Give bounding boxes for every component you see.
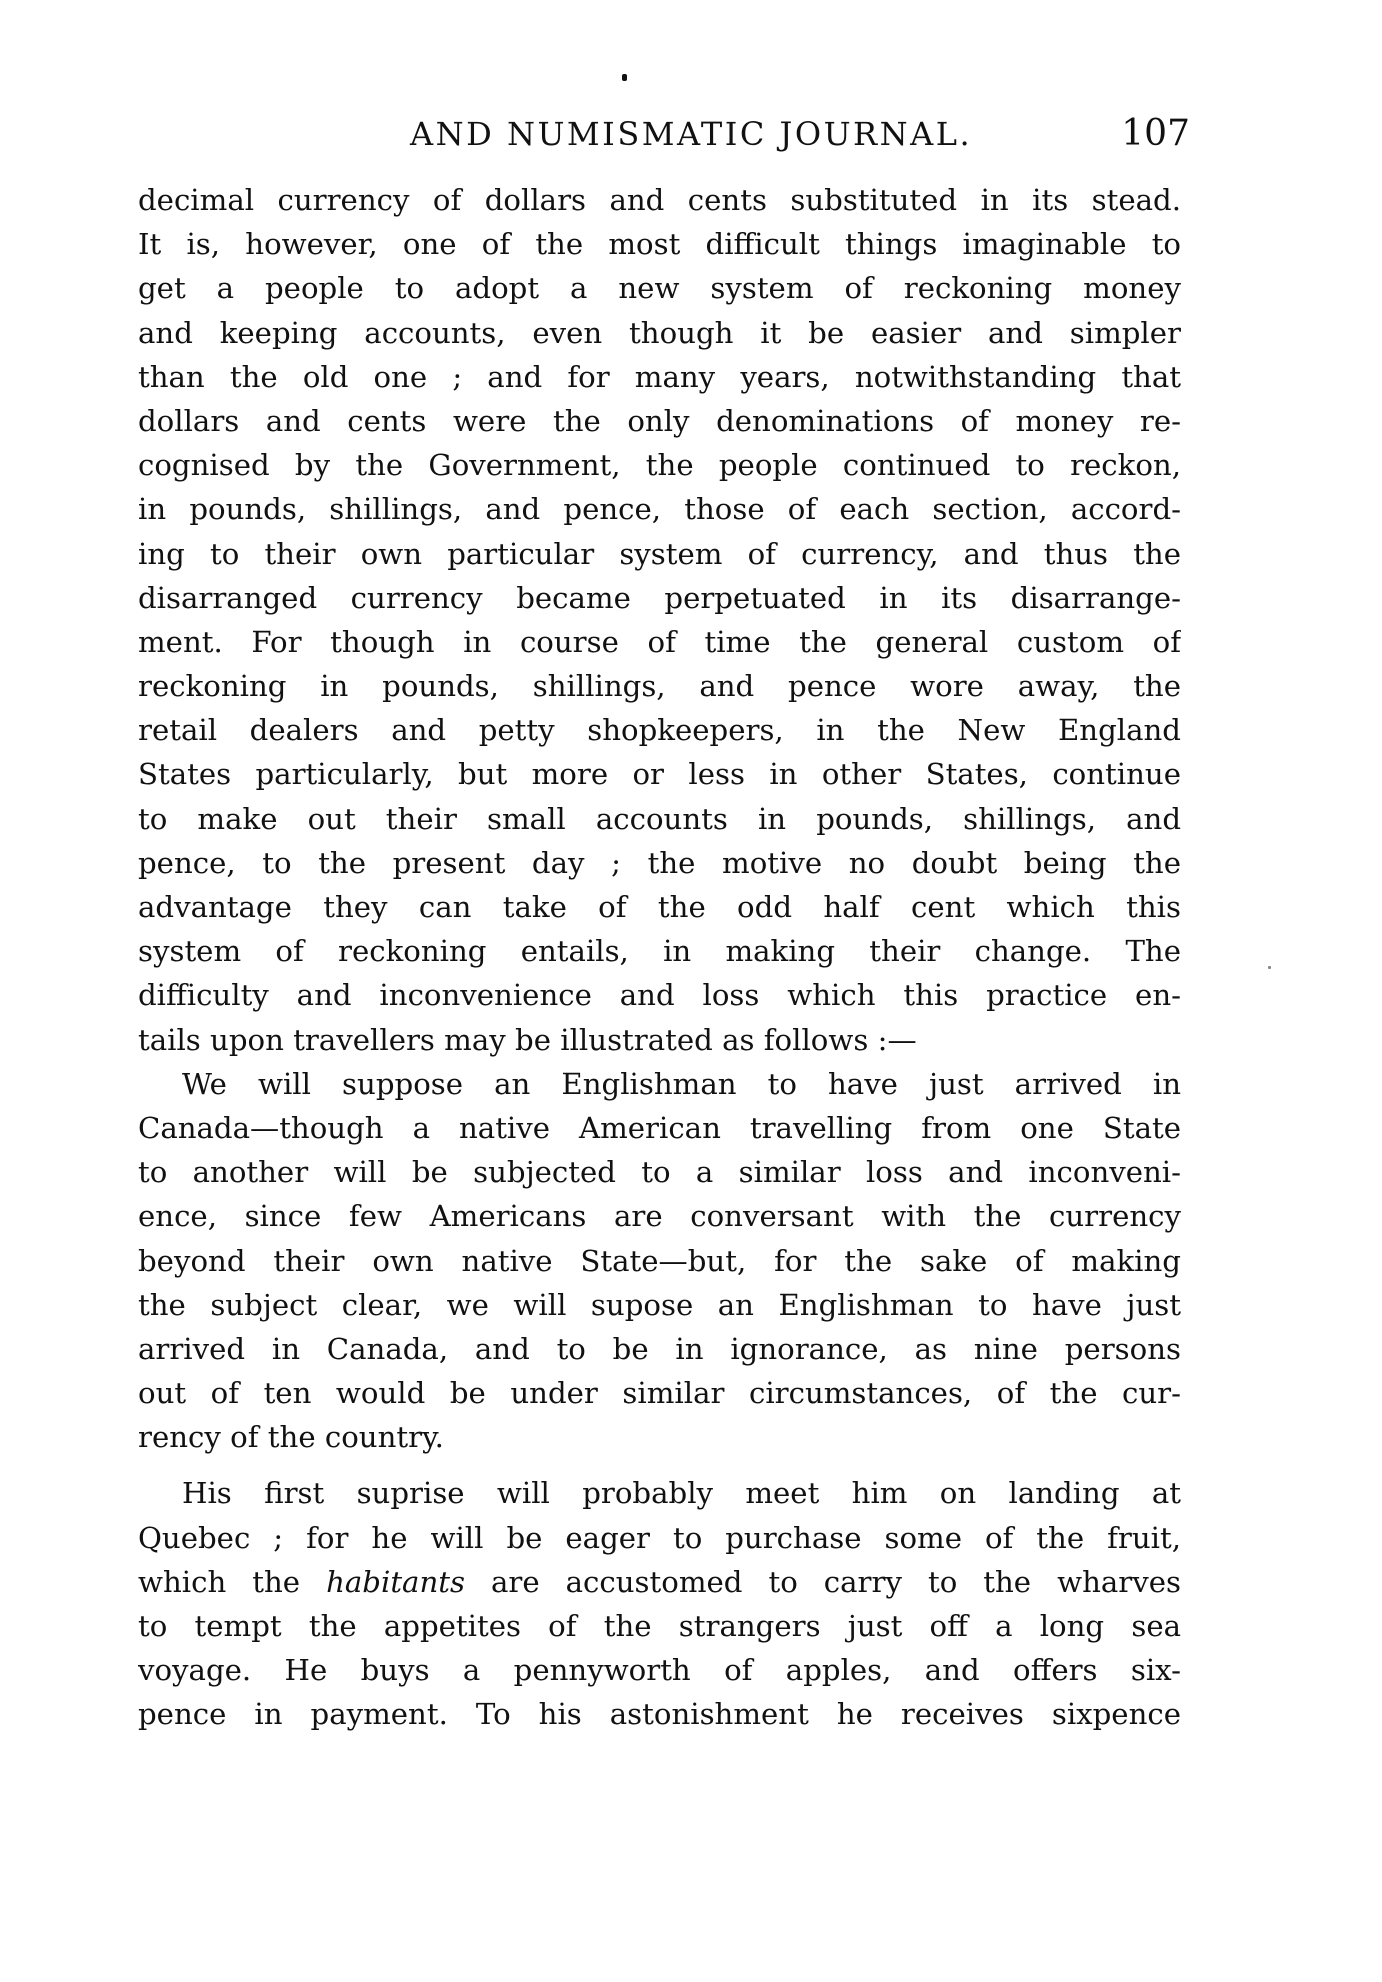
text-line: voyage. He buys a pennyworth of apples, and offers six- (138, 1653, 1181, 1688)
text-line: to another will be subjected to a similar loss and inconveni- (138, 1155, 1181, 1190)
text-line: His first suprise will probably meet him on landing at (182, 1476, 1181, 1511)
print-speck (622, 74, 627, 81)
text-line: advantage they can take of the odd half cent which this (138, 890, 1181, 924)
text-line: dollars and cents were the only denominations of money re- (138, 403, 1181, 438)
text-line: rency of the country. (138, 1420, 444, 1455)
stray-print-mark (1268, 966, 1271, 969)
page-header (410, 110, 1200, 160)
running-title: AND NUMISMATIC JOURNAL. (410, 115, 973, 153)
text-line: We will suppose an Englishman to have just arrived in (182, 1066, 1181, 1101)
text-line: Canada—though a native American travelling from one State (138, 1110, 1181, 1145)
paragraph-2 (138, 1062, 1181, 1460)
text-line: out of ten would be under similar circumstances, of the cur- (138, 1376, 1181, 1411)
text-line: pence in payment. To his astonishment he receives sixpence (138, 1697, 1181, 1732)
text-line: tails upon travellers may be illustrated as follows :— (138, 1022, 917, 1057)
text-line: ment. For though in course of time the general custom of (138, 624, 1181, 659)
text-line: Quebec ; for he will be eager to purchase some of the fruit, (138, 1520, 1181, 1555)
body-text (138, 178, 1181, 1737)
text-line: disarranged currency became perpetuated in its disarrange- (138, 580, 1181, 615)
text-line: arrived in Canada, and to be in ignorance, as nine persons (138, 1331, 1181, 1366)
text-line: ing to their own particular system of currency, and thus the (138, 536, 1181, 571)
paragraph-3 (138, 1471, 1181, 1736)
text-line: cognised by the Government, the people continued to reckon, (138, 448, 1181, 483)
text-line: difficulty and inconvenience and loss which this practice en- (138, 978, 1181, 1013)
italic-term: habitants (326, 1564, 465, 1599)
text-line: pence, to the present day ; the motive no doubt being the (138, 845, 1181, 880)
text-line: to make out their small accounts in pounds, shillings, and (138, 801, 1181, 836)
text-line: It is, however, one of the most difficult things imaginable to (138, 227, 1181, 262)
text-line: States particularly, but more or less in other States, continue (138, 757, 1181, 792)
text-line: than the old one ; and for many years, notwithstanding that (138, 359, 1181, 394)
text-line: system of reckoning entails, in making their change. The (138, 934, 1181, 969)
text-line: reckoning in pounds, shillings, and pence wore away, the (138, 669, 1181, 704)
paragraph-1 (138, 178, 1181, 1062)
text-line: and keeping accounts, even though it be easier and simpler (138, 315, 1181, 350)
text-line: in pounds, shillings, and pence, those of each section, accord- (138, 492, 1181, 527)
text-line: the subject clear, we will supose an Englishman to have just (138, 1287, 1181, 1322)
text-line: beyond their own native State—but, for the sake of making (138, 1243, 1181, 1278)
text-line: decimal currency of dollars and cents substituted in its stead. (138, 183, 1181, 217)
page-number: 107 (1121, 113, 1190, 154)
text-line: retail dealers and petty shopkeepers, in the New England (138, 713, 1181, 748)
text-line: ence, since few Americans are conversant with the currency (138, 1199, 1181, 1234)
text-line: which the habitants are accustomed to carry to the wharves (138, 1564, 1181, 1599)
text-line: to tempt the appetites of the strangers just off a long sea (138, 1609, 1181, 1643)
text-line: get a people to adopt a new system of reckoning money (138, 271, 1181, 306)
